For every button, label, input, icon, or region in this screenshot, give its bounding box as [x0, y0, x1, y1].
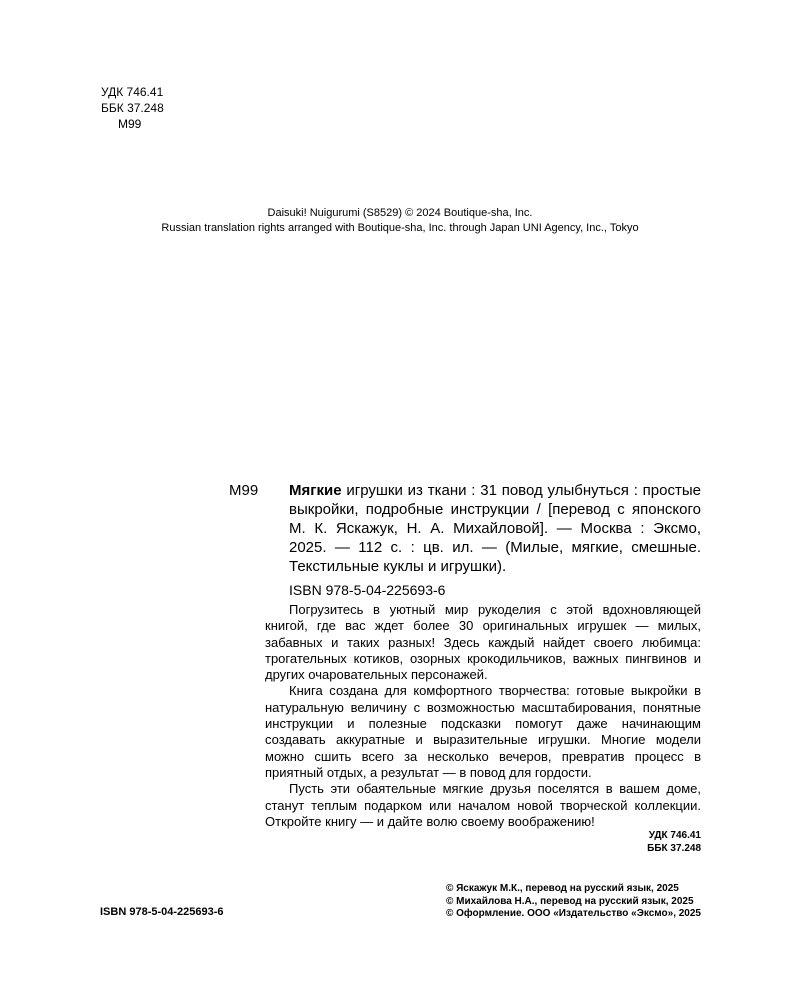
udk-code: УДК 746.41 [101, 85, 164, 99]
copyright-line: © Оформление. ООО «Издательство «Эксмо», 2025 [445, 908, 701, 919]
card-author-mark: М99 [229, 482, 259, 499]
bibliographic-description [289, 481, 701, 576]
annotation-paragraph: Пусть эти обаятельные мягкие друзья поселятся в вашем доме, станут теплым подарком или началом новой творческой коллекции. Откройте книгу — и дайте волю своему воображению! [265, 781, 701, 829]
bottom-bbk-code: ББК 37.248 [647, 843, 701, 854]
bottom-udk-code: УДК 746.41 [648, 830, 701, 841]
annotation-paragraph: Книга создана для комфортного творчества: готовые выкройки в натуральную величину с возможностью масштабирования, понятные инструкции и полезные подсказки помогут даже начинающим создавать аккуратные и выразительные игрушки. Многие модели можно сшить всего за несколько вечеров, превратив процесс в приятный отдых, а результат — в повод для гордости. [265, 683, 701, 780]
rights-line-translation: Russian translation rights arranged with Boutique-sha, Inc. through Japan UNI Agency, Inc., Tokyo [161, 222, 639, 234]
bottom-classification [647, 829, 701, 855]
footer-isbn: ISBN 978-5-04-225693-6 [100, 906, 224, 918]
classification-block [101, 84, 164, 132]
rights-notice [0, 206, 800, 236]
copyright-block [446, 883, 701, 921]
title-lead-word: Мягкие [289, 482, 342, 499]
author-mark: М99 [118, 117, 142, 131]
annotation-paragraph: Погрузитесь в уютный мир рукоделия с этой вдохновляющей книгой, где вас ждет более 30 оригинальных игрушек — милых, забавных и таких разных! Здесь каждый найдет своего любимца: трогательных котиков, озорных крокодильчиков, важных пингвинов и других очаровательных персонажей. [265, 602, 701, 683]
title-description: игрушки из ткани : 31 повод улыбнуться : простые выкройки, подробные инструкции / [перевод с японского М. К. Яскажук, Н. А. Михайловой]. — Москва : Эксмо, 2025. — 112 с. : цв. ил. — (Милые, мягкие, смешные. Текстильные куклы и игрушки). [289, 482, 701, 575]
rights-line-original: Daisuki! Nuigurumi (S8529) © 2024 Boutique-sha, Inc. [267, 207, 533, 219]
copyright-line: © Михайлова Н.А., перевод на русский язык, 2025 [445, 895, 694, 907]
annotation [265, 602, 701, 830]
copyright-line: © Яскажук М.К., перевод на русский язык, 2025 [445, 883, 679, 894]
isbn-record: ISBN 978-5-04-225693-6 [289, 582, 446, 598]
bbk-code: ББК 37.248 [101, 101, 164, 115]
